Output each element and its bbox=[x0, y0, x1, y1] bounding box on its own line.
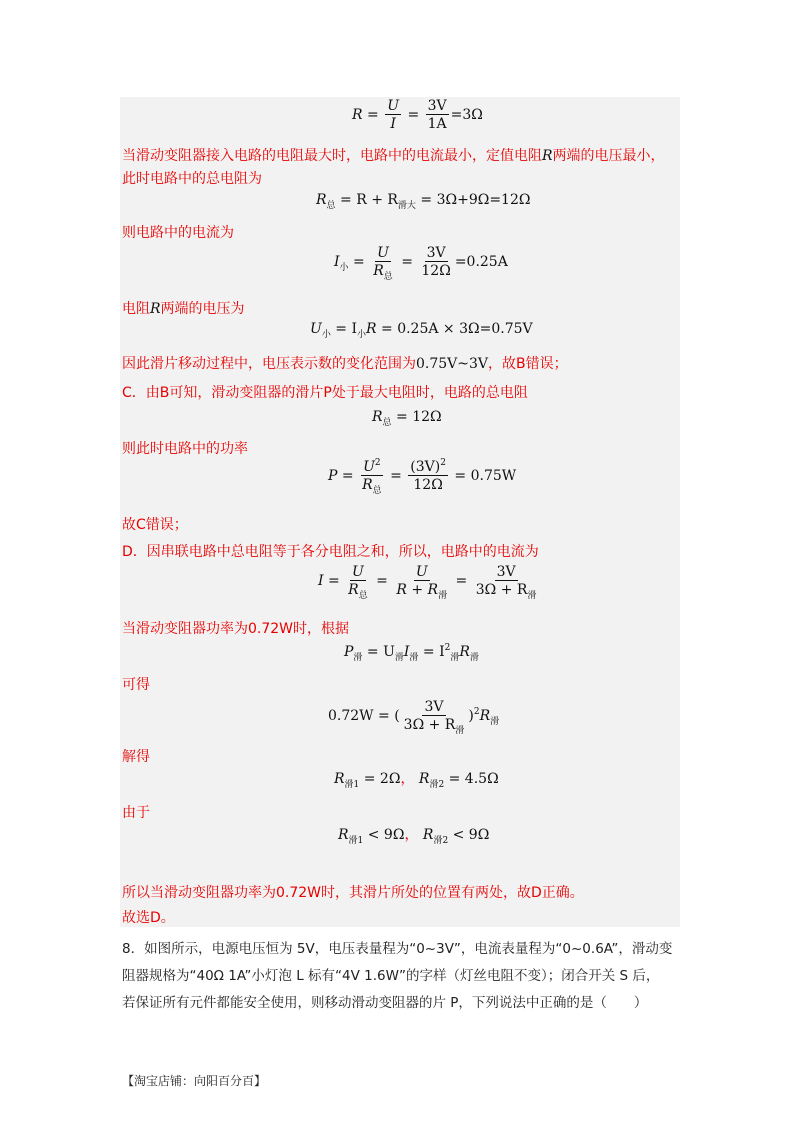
formula-total-resistance: $R_总 = R + R_{滑大} = 3\Omega+9\Omega=12\Omega$ bbox=[316, 192, 531, 211]
question-line: 8．如图所示，电源电压恒为 5V，电压表量程为“0~3V”，电流表量程为“0~0.6A”，滑动变 bbox=[122, 941, 673, 957]
question-line: 若保证所有元件都能安全使用，则移动滑动变阻器的片 P，下列说法中正确的是（ ） bbox=[122, 995, 648, 1011]
text-line: 因此滑片移动过程中，电压表示数的变化范围为0.75V~3V，故B错误； bbox=[122, 356, 568, 372]
text-line: 当滑动变阻器功率为0.72W时，根据 bbox=[122, 621, 350, 637]
formula-power: P = $\frac{U^2}{R_总}$ = $\frac{(3V)^2}{12\Omega}$ = 0.75W bbox=[328, 458, 517, 496]
formula-power-equation: 0.72W = ( $\frac{3V}{3\Omega + R_滑}$ )$^2R_滑$ bbox=[328, 699, 500, 736]
text-line: 电阻R两端的电压为 bbox=[122, 301, 245, 317]
formula-inequalities: $R_{滑1} < 9\Omega$， $R_{滑2} < 9\Omega$ bbox=[338, 827, 490, 846]
text-line: 当滑动变阻器接入电路的电阻最大时，电路中的电流最小，定值电阻R两端的电压最小， bbox=[122, 148, 665, 164]
formula-total-resistance-12: $R_总 = 12\Omega$ bbox=[372, 409, 442, 428]
question-line: 阻器规格为“40Ω 1A”小灯泡 L 标有“4V 1.6W”的字样（灯丝电阻不变）；闭合开关 S 后， bbox=[122, 968, 660, 984]
formula-min-current: $I_小$ = $\frac{U}{R_总}$ = $\frac{3V}{12\Omega}$ =0.25A bbox=[334, 245, 508, 282]
text-line: 可得 bbox=[122, 677, 150, 693]
formula-current-series: I = $\frac{U}{R_总}$ = $\frac{U}{R + R_滑}$ = $\frac{3V}{3\Omega + R_滑}$ bbox=[318, 564, 537, 601]
text-line: 则此时电路中的功率 bbox=[122, 441, 248, 457]
text-line: C．由B可知，滑动变阻器的滑片P处于最大电阻时，电路的总电阻 bbox=[122, 385, 528, 401]
text-line: 故选D。 bbox=[122, 910, 175, 926]
formula-solutions: $R_{滑1} = 2\Omega$， $R_{滑2} = 4.5\Omega$ bbox=[334, 771, 499, 790]
footer-shop-label: 【淘宝店铺：向阳百分百】 bbox=[122, 1074, 267, 1088]
formula-slider-power: $P_滑 = U_滑I_滑 = I^2_滑R_滑$ bbox=[344, 643, 479, 663]
text-line: 此时电路中的总电阻为 bbox=[122, 171, 262, 187]
text-line: 解得 bbox=[122, 749, 150, 765]
text-line: 故C错误； bbox=[122, 517, 188, 533]
text-line: 由于 bbox=[122, 805, 150, 821]
text-line: 所以当滑动变阻器功率为0.72W时，其滑片所处的位置有两处，故D正确。 bbox=[122, 885, 584, 901]
formula-min-voltage: $U_小 = I_小R = 0.25A \times 3\Omega=0.75V$ bbox=[310, 321, 533, 340]
text-line: D．因串联电路中总电阻等于各分电阻之和，所以，电路中的电流为 bbox=[122, 544, 539, 560]
text-line: 则电路中的电流为 bbox=[122, 225, 234, 241]
formula-resistance: R = $\frac{U}{I}$ = $\frac{3V}{1A}$ =3Ω bbox=[352, 98, 483, 132]
